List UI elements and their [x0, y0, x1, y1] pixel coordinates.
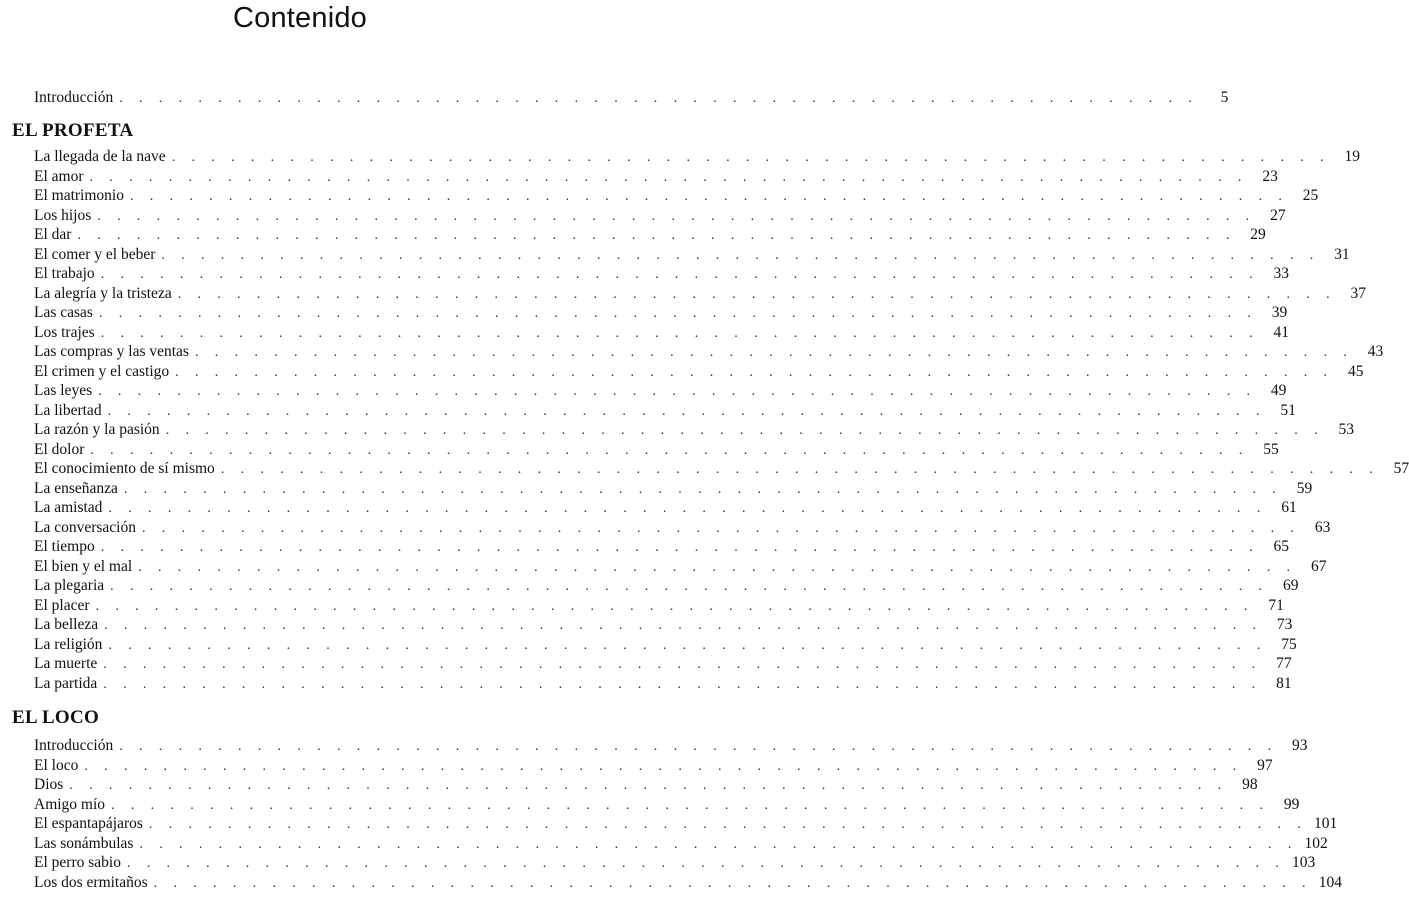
dot-leader: . . . . . . . . . . . . . . . . . . . . . . . . . . . . . . . . . . . . . . . . . . . . . . . . . . . . . . . . . . . — [90, 442, 1249, 458]
dot-leader: . . . . . . . . . . . . . . . . . . . . . . . . . . . . . . . . . . . . . . . . . . . . . . . . . . . . . . . . . . . — [103, 676, 1262, 692]
toc-entry-page: 51 — [1280, 401, 1296, 419]
toc-entry-page: 69 — [1282, 577, 1299, 594]
toc-entry[interactable] — [34, 245, 1350, 265]
toc-entry-page: 25 — [1302, 187, 1319, 204]
toc-entry-page: 99 — [1283, 795, 1300, 813]
toc-entry-page: 37 — [1350, 284, 1367, 302]
dot-leader: . . . . . . . . . . . . . . . . . . . . . . . . . . . . . . . . . . . . . . . . . . . . . . . . . . . . . . . . . . . — [77, 228, 1236, 243]
dot-leader: . . . . . . . . . . . . . . . . . . . . . . . . . . . . . . . . . . . . . . . . . . . . . . . . . . . . . . . . . . . — [111, 797, 1270, 813]
toc-entry[interactable] — [34, 401, 1296, 421]
toc-entry-page: 39 — [1271, 304, 1288, 321]
toc-entry[interactable] — [34, 479, 1313, 499]
dot-leader: . . . . . . . . . . . . . . . . . . . . . . . . . . . . . . . . . . . . . . . . . . . . . . . . . . . . . . . . . . . — [126, 856, 1286, 871]
dot-leader: . . . . . . . . . . . . . . . . . . . . . . . . . . . . . . . . . . . . . . . . . . . . . . . . . . . . . . . . . . . — [104, 618, 1263, 633]
toc-entry-label: Las sonámbulas — [34, 834, 134, 852]
toc-entry-page: 43 — [1367, 343, 1384, 360]
toc-entry-label: El matrimonio — [34, 187, 124, 204]
toc-entry-label: El crimen y el castigo — [34, 362, 170, 380]
dot-leader: . . . . . . . . . . . . . . . . . . . . . . . . . . . . . . . . . . . . . . . . . . . . . . . . . . . . . . . . . . . — [107, 403, 1266, 419]
toc-entry-label: La conversación — [34, 518, 136, 536]
dot-leader: . . . . . . . . . . . . . . . . . . . . . . . . . . . . . . . . . . . . . . . . . . . . . . . . . . . . . . . . . . . — [177, 286, 1337, 302]
toc-entry-label: Los trajes — [34, 323, 95, 341]
toc-entry-label: La religión — [34, 635, 103, 653]
toc-entry-label: El amor — [34, 167, 84, 185]
toc-entry-page: 98 — [1242, 776, 1258, 793]
toc-entry-page: 49 — [1270, 382, 1287, 399]
toc-entry-page: 57 — [1393, 460, 1409, 477]
toc-entry[interactable] — [34, 596, 1284, 616]
toc-entry-label: La llegada de la nave — [34, 148, 166, 165]
toc-entry-page: 75 — [1281, 635, 1297, 653]
dot-leader: . . . . . . . . . . . . . . . . . . . . . . . . . . . . . . . . . . . . . . . . . . . . . . . . . . . . . . . . . . . — [95, 598, 1254, 614]
dot-leader: . . . . . . . . . . . . . . . . . . . . . . . . . . . . . . . . . . . . . . . . . . . . . . . . . . . . . . . . . . . — [108, 637, 1267, 653]
toc-entry[interactable] — [34, 518, 1331, 538]
toc-entry[interactable] — [34, 342, 1384, 362]
dot-leader: . . . . . . . . . . . . . . . . . . . . . . . . . . . . . . . . . . . . . . . . . . . . . . . . . . . . . . . . . . . — [194, 345, 1354, 360]
toc-entry-page: 65 — [1273, 538, 1290, 555]
toc-entry-page: 103 — [1292, 854, 1316, 871]
toc-entry-label: Dios — [34, 776, 64, 793]
toc-entry-label: Amigo mío — [34, 795, 106, 813]
dot-leader: . . . . . . . . . . . . . . . . . . . . . . . . . . . . . . . . . . . . . . . . . . . . . . . . . . . . . . . . . . . — [138, 559, 1297, 575]
dot-leader: . . . . . . . . . . . . . . . . . . . . . . . . . . . . . . . . . . . . . . . . . . . . . . . . . . . . . . . — [119, 91, 1199, 106]
toc-entry-label: La plegaria — [34, 577, 105, 594]
dot-leader: . . . . . . . . . . . . . . . . . . . . . . . . . . . . . . . . . . . . . . . . . . . . . . . . . . . . . . . . . . . — [142, 520, 1301, 536]
toc-entry-page: 77 — [1276, 655, 1292, 672]
dot-leader: . . . . . . . . . . . . . . . . . . . . . . . . . . . . . . . . . . . . . . . . . . . . . . . . . . . . . . . . . . . — [103, 657, 1262, 672]
toc-entry-page: 29 — [1250, 226, 1266, 243]
toc-entry[interactable] — [34, 440, 1279, 460]
dot-leader: . . . . . . . . . . . . . . . . . . . . . . . . . . . . . . . . . . . . . . . . . . . . . . . . . . . . . . . . . . . — [108, 501, 1267, 516]
toc-entry-page: 67 — [1310, 557, 1327, 575]
toc-entry[interactable] — [34, 873, 1342, 893]
toc-entry-label: El loco — [34, 756, 79, 774]
toc-entry-label: La alegría y la tristeza — [34, 284, 172, 302]
toc-entry-page: 101 — [1313, 815, 1338, 832]
toc-entry-label: El comer y el beber — [34, 245, 156, 263]
toc-entry[interactable] — [34, 264, 1289, 284]
dot-leader: . . . . . . . . . . . . . . . . . . . . . . . . . . . . . . . . . . . . . . . . . . . . . . . . . . . . . . . . . . . — [119, 739, 1278, 754]
section-heading-el-profeta: EL PROFETA — [12, 120, 134, 141]
toc-entry[interactable] — [34, 814, 1338, 834]
toc-entry-page: 5 — [1220, 89, 1229, 106]
toc-entry[interactable] — [34, 795, 1300, 815]
toc-entry-page: 71 — [1268, 596, 1284, 614]
toc-entry-label: Los hijos — [34, 206, 92, 224]
toc-entry[interactable] — [34, 674, 1292, 694]
toc-entry[interactable] — [34, 853, 1316, 873]
toc-entry[interactable] — [34, 147, 1360, 167]
toc-entry-page: 27 — [1270, 206, 1286, 224]
toc-entry-page: 97 — [1257, 756, 1273, 774]
toc-entry-label: Las leyes — [34, 382, 93, 399]
toc-entry-page: 59 — [1296, 479, 1313, 497]
toc-entry[interactable] — [34, 635, 1297, 655]
dot-leader: . . . . . . . . . . . . . . . . . . . . . . . . . . . . . . . . . . . . . . . . . . . . . . . . . . . . . . . . . . . — [171, 150, 1330, 165]
toc-entry-label: Las casas — [34, 304, 93, 321]
dot-leader: . . . . . . . . . . . . . . . . . . . . . . . . . . . . . . . . . . . . . . . . . . . . . . . . . . . . . . . . . . . — [175, 364, 1334, 380]
toc-entry-label: El tiempo — [34, 538, 95, 555]
toc-entry[interactable] — [34, 225, 1266, 245]
toc-entry-label: La muerte — [34, 655, 98, 672]
dot-leader: . . . . . . . . . . . . . . . . . . . . . . . . . . . . . . . . . . . . . . . . . . . . . . . . . . . . . . . . . . . — [139, 836, 1298, 852]
toc-entry[interactable] — [34, 654, 1292, 674]
dot-leader: . . . . . . . . . . . . . . . . . . . . . . . . . . . . . . . . . . . . . . . . . . . . . . . . . . . . . . . . . . . — [129, 189, 1289, 204]
dot-leader: . . . . . . . . . . . . . . . . . . . . . . . . . . . . . . . . . . . . . . . . . . . . . . . . . . . . . . . . . . . — [153, 875, 1312, 891]
toc-entry[interactable] — [34, 167, 1278, 187]
toc-entry-page: 61 — [1281, 499, 1297, 516]
toc-entry-label: La enseñanza — [34, 479, 118, 497]
toc-entry-label: La belleza — [34, 616, 99, 633]
toc-entry-page: 102 — [1304, 834, 1328, 852]
toc-entry-label: El trabajo — [34, 265, 95, 282]
toc-entry[interactable] — [34, 420, 1354, 440]
toc-entry-label: Los dos ermitaños — [34, 873, 148, 891]
toc-entry-label: El placer — [34, 596, 90, 614]
toc-entry[interactable] — [34, 775, 1258, 795]
toc-entry-page: 53 — [1338, 421, 1354, 438]
toc-entry-page: 23 — [1262, 167, 1278, 185]
dot-leader: . . . . . . . . . . . . . . . . . . . . . . . . . . . . . . . . . . . . . . . . . . . . . . . . . . . . . . . . . . . — [148, 817, 1308, 832]
toc-entry[interactable] — [34, 537, 1290, 557]
toc-entry-page: 81 — [1276, 674, 1292, 692]
dot-leader: . . . . . . . . . . . . . . . . . . . . . . . . . . . . . . . . . . . . . . . . . . . . . . . . . . . . . . . . . . . — [161, 247, 1320, 263]
toc-entry-page: 45 — [1347, 362, 1364, 380]
toc-entry-label: El conocimiento de sí mismo — [34, 460, 215, 477]
toc-entry-page: 104 — [1318, 873, 1342, 891]
toc-entry-label: El bien y el mal — [34, 557, 133, 575]
toc-entry[interactable] — [34, 615, 1293, 635]
toc-entry[interactable] — [34, 303, 1288, 323]
toc-entry[interactable] — [34, 736, 1308, 756]
dot-leader: . . . . . . . . . . . . . . . . . . . . . . . . . . . . . . . . . . . . . . . . . . . . . . . . . . . . . . . . . . . — [100, 540, 1260, 555]
toc-entry-page: 63 — [1314, 518, 1331, 536]
dot-leader: . . . . . . . . . . . . . . . . . . . . . . . . . . . . . . . . . . . . . . . . . . . . . . . . . . . . . . . . . . . — [123, 481, 1283, 497]
dot-leader: . . . . . . . . . . . . . . . . . . . . . . . . . . . . . . . . . . . . . . . . . . . . . . . . . . . . . . . . . . . — [220, 462, 1380, 477]
toc-entry-label: La libertad — [34, 401, 102, 419]
dot-leader: . . . . . . . . . . . . . . . . . . . . . . . . . . . . . . . . . . . . . . . . . . . . . . . . . . . . . . . . . . . — [84, 758, 1243, 774]
toc-entry[interactable] — [34, 459, 1409, 479]
dot-leader: . . . . . . . . . . . . . . . . . . . . . . . . . . . . . . . . . . . . . . . . . . . . . . . . . . . . . . . . . . . — [165, 423, 1324, 438]
toc-entry-label: Introducción — [34, 89, 114, 106]
toc-entry[interactable] — [34, 381, 1287, 401]
toc-entry[interactable] — [34, 284, 1367, 304]
dot-leader: . . . . . . . . . . . . . . . . . . . . . . . . . . . . . . . . . . . . . . . . . . . . . . . . . . . . . . . . . . . — [97, 208, 1256, 224]
toc-entry-label: La amistad — [34, 499, 103, 516]
dot-leader: . . . . . . . . . . . . . . . . . . . . . . . . . . . . . . . . . . . . . . . . . . . . . . . . . . . . . . . . . . . — [100, 267, 1259, 282]
toc-entry[interactable] — [34, 557, 1327, 577]
toc-entry-page: 93 — [1292, 737, 1308, 754]
section-heading-el-loco: EL LOCO — [12, 707, 100, 728]
toc-entry-label: La partida — [34, 674, 98, 692]
toc-entry[interactable] — [34, 323, 1290, 343]
toc-entry[interactable] — [34, 362, 1364, 382]
toc-entry[interactable] — [34, 834, 1328, 854]
toc-entry-label: El dolor — [34, 440, 85, 458]
toc-entry-introduccion[interactable] — [34, 88, 1229, 108]
dot-leader: . . . . . . . . . . . . . . . . . . . . . . . . . . . . . . . . . . . . . . . . . . . . . . . . . . . . . . . . . . . — [98, 384, 1257, 399]
toc-entry-label: La razón y la pasión — [34, 421, 160, 438]
dot-leader: . . . . . . . . . . . . . . . . . . . . . . . . . . . . . . . . . . . . . . . . . . . . . . . . . . . . . . . . . . . — [69, 778, 1228, 793]
toc-entry[interactable] — [34, 498, 1297, 518]
toc-entry-page: 55 — [1263, 440, 1279, 458]
dot-leader: . . . . . . . . . . . . . . . . . . . . . . . . . . . . . . . . . . . . . . . . . . . . . . . . . . . . . . . . . . . — [110, 579, 1269, 594]
page-title: Contenido — [232, 2, 367, 34]
toc-entry-page: 41 — [1273, 323, 1290, 341]
toc-entry-label: Introducción — [34, 737, 114, 754]
dot-leader: . . . . . . . . . . . . . . . . . . . . . . . . . . . . . . . . . . . . . . . . . . . . . . . . . . . . . . . . . . . — [100, 325, 1260, 341]
dot-leader: . . . . . . . . . . . . . . . . . . . . . . . . . . . . . . . . . . . . . . . . . . . . . . . . . . . . . . . . . . . — [98, 306, 1258, 321]
toc-entry-page: 31 — [1334, 245, 1350, 263]
toc-entry-page: 33 — [1273, 265, 1289, 282]
toc-entry-page: 73 — [1276, 616, 1293, 633]
toc-entry-label: El dar — [34, 226, 72, 243]
toc-entry-page: 19 — [1344, 148, 1360, 165]
toc-entry[interactable] — [34, 756, 1273, 776]
toc-entry-label: El perro sabio — [34, 854, 121, 871]
dot-leader: . . . . . . . . . . . . . . . . . . . . . . . . . . . . . . . . . . . . . . . . . . . . . . . . . . . . . . . . . . . — [89, 169, 1248, 185]
toc-entry[interactable] — [34, 186, 1319, 206]
toc-entry[interactable] — [34, 576, 1299, 596]
toc-entry[interactable] — [34, 206, 1286, 226]
toc-entry-label: Las compras y las ventas — [34, 343, 189, 360]
toc-entry-label: El espantapájaros — [34, 815, 143, 832]
